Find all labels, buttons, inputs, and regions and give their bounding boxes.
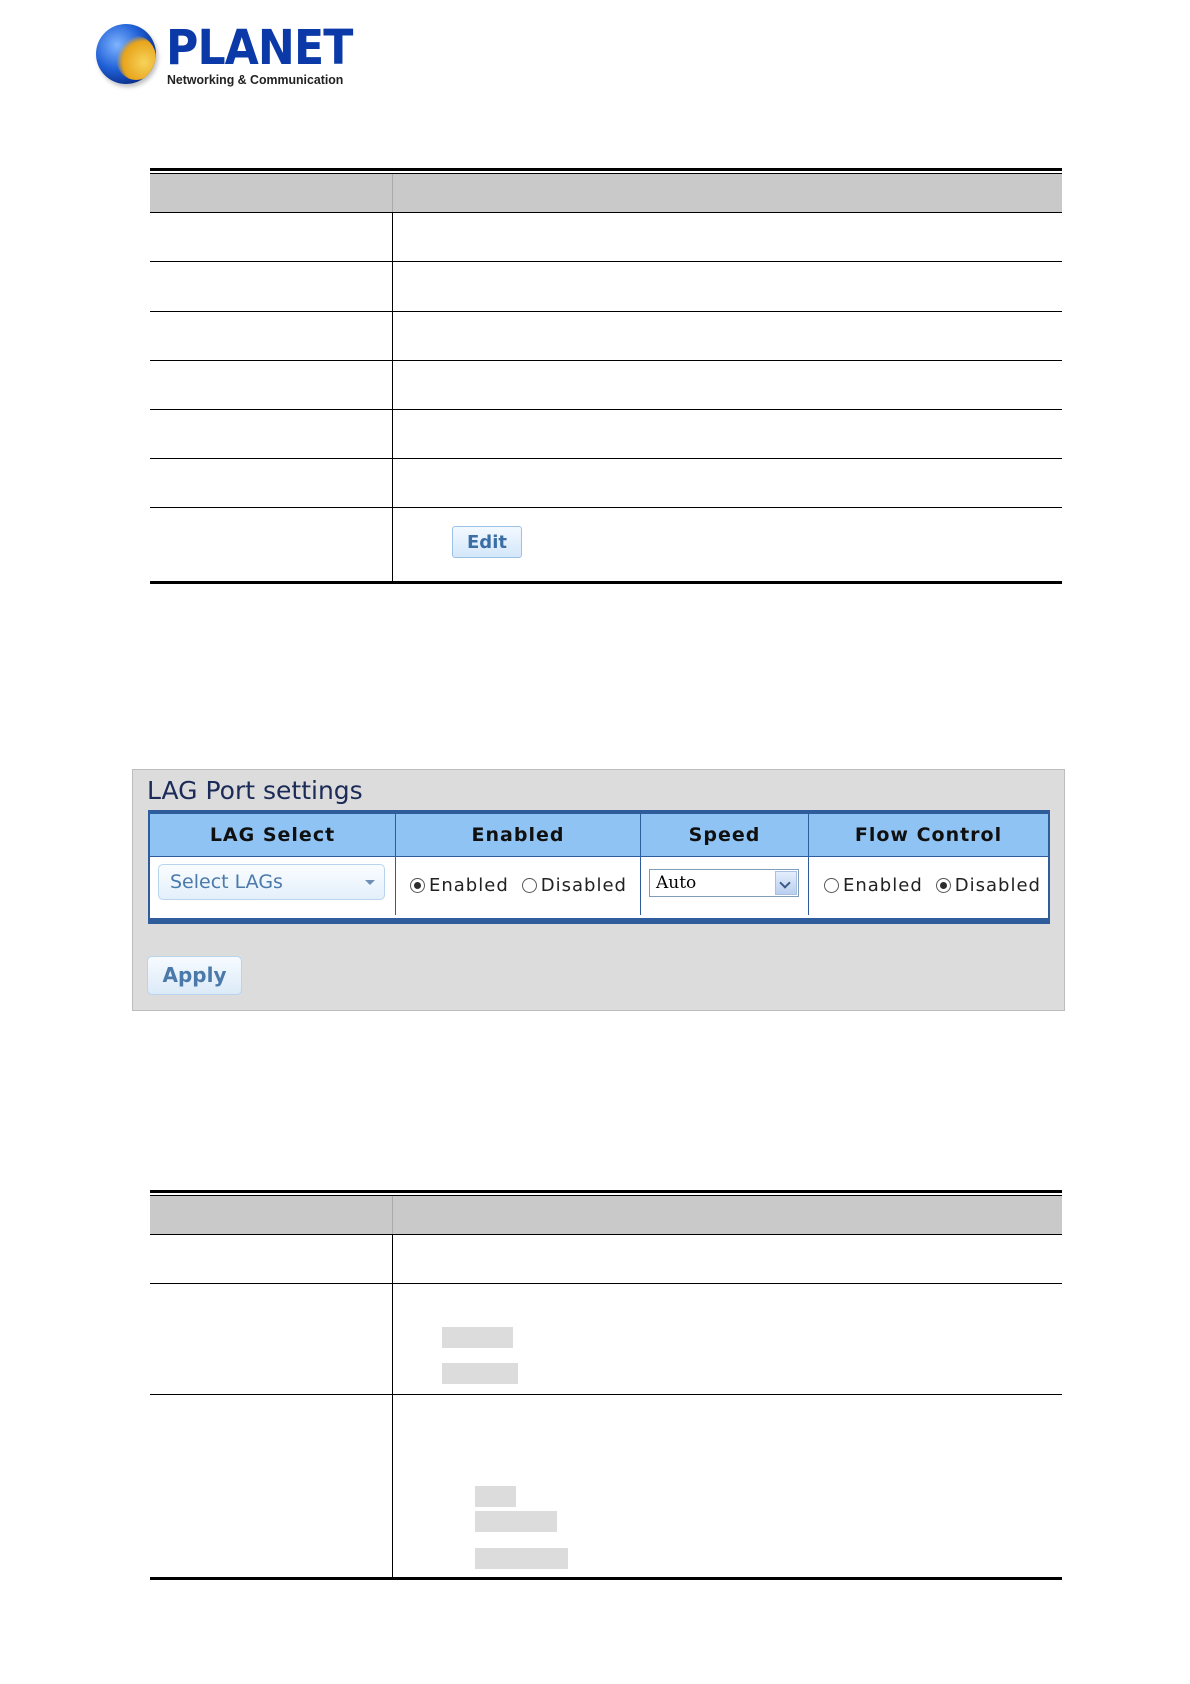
lag-settings-table — [148, 810, 1050, 924]
table-row — [150, 311, 1062, 360]
enabled-radio-enabled[interactable] — [410, 878, 425, 893]
table-row — [150, 1394, 1062, 1577]
flow-disabled-option-label: Disabled — [954, 875, 1041, 896]
disabled-option-label: Disabled — [540, 875, 627, 896]
highlight-chip — [442, 1363, 518, 1384]
edit-button[interactable]: Edit — [452, 526, 522, 558]
table-header — [150, 1195, 1062, 1234]
lag-select-label: Select LAGs — [170, 871, 283, 893]
highlight-chip — [475, 1548, 568, 1569]
globe-icon — [96, 24, 156, 84]
chevron-down-icon — [365, 880, 375, 885]
planet-logo — [96, 20, 353, 92]
table-header — [150, 173, 1062, 212]
enabled-radio-disabled[interactable] — [522, 878, 537, 893]
table-row — [150, 507, 1062, 581]
speed-value: Auto — [656, 873, 697, 893]
highlight-chip — [442, 1327, 513, 1348]
speed-cell — [641, 857, 809, 915]
panel-title: LAG Port settings — [147, 776, 363, 805]
header-enabled: Enabled — [396, 814, 641, 856]
lag-port-settings-panel — [132, 769, 1065, 1011]
highlight-chip — [475, 1486, 516, 1507]
table-row — [150, 360, 1062, 409]
header-speed: Speed — [641, 814, 809, 856]
lag-table-header — [150, 814, 1048, 857]
logo-tagline: Networking & Communication — [167, 72, 344, 87]
flow-control-cell — [809, 857, 1048, 915]
speed-select[interactable] — [649, 869, 799, 897]
enabled-radio-group — [410, 875, 627, 896]
logo-wordmark: PLANET — [166, 20, 353, 76]
enabled-option-label: Enabled — [429, 875, 509, 896]
lag-select-dropdown[interactable] — [158, 864, 385, 900]
flow-control-radio-group — [824, 875, 1041, 896]
flow-enabled-option-label: Enabled — [843, 875, 923, 896]
dropdown-arrow-icon — [775, 871, 797, 895]
lag-select-cell — [150, 857, 396, 915]
highlight-chip — [475, 1511, 557, 1532]
table-row — [150, 1283, 1062, 1394]
lag-table-row — [150, 857, 1048, 915]
flow-control-radio-disabled[interactable] — [936, 878, 951, 893]
table-row — [150, 1234, 1062, 1283]
apply-button[interactable]: Apply — [147, 956, 242, 995]
table-row — [150, 212, 1062, 261]
header-lag-select: LAG Select — [150, 814, 396, 856]
description-table-2 — [150, 1190, 1062, 1580]
table-row — [150, 458, 1062, 507]
flow-control-radio-enabled[interactable] — [824, 878, 839, 893]
table-row — [150, 261, 1062, 311]
header-flow-control: Flow Control — [854, 824, 1003, 846]
table-row — [150, 409, 1062, 458]
description-table-1 — [150, 168, 1062, 584]
enabled-cell — [396, 857, 641, 915]
